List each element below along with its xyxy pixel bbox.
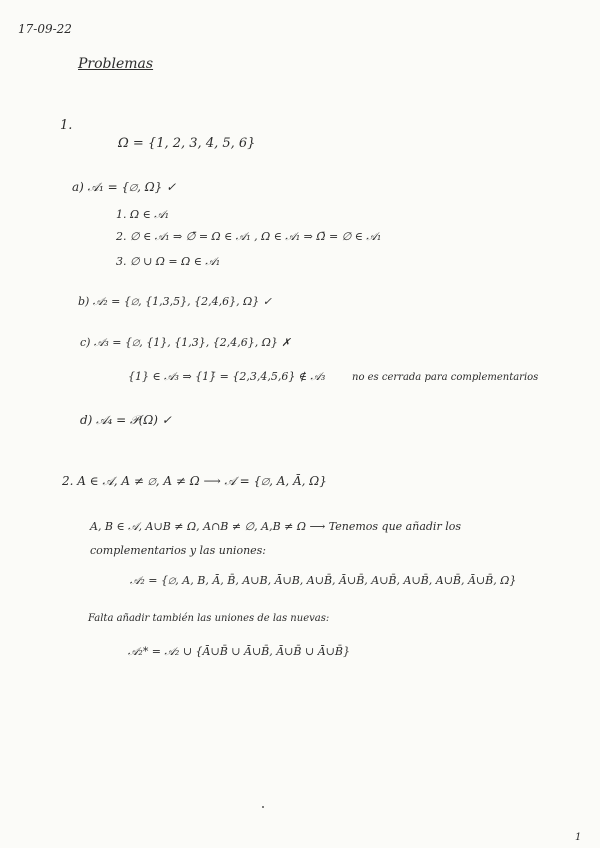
ink-dot	[262, 806, 264, 808]
part-a-item-2: 2. ∅ ∈ 𝒜₁ ⇒ ∅̄ = Ω ∈ 𝒜₁ , Ω ∈ 𝒜₁ ⇒ Ω̄ = ∅ ∈ 𝒜₁	[116, 230, 382, 243]
problem-2-text-1: A, B ∈ 𝒜, A∪B ≠ Ω, A∩B ≠ ∅, A,B ≠ Ω ⟶ Tenemos que añadir los	[90, 520, 461, 533]
page-title: Problemas	[78, 56, 154, 72]
problem-1-number: 1.	[60, 118, 73, 133]
problem-2-text-2: complementarios y las uniones:	[90, 544, 267, 557]
part-d: d) 𝒜₄ = 𝒫(Ω) ✓	[80, 413, 172, 427]
part-a: a) 𝒜₁ = {∅, Ω} ✓	[72, 180, 177, 194]
part-b: b) 𝒜₂ = {∅, {1,3,5}, {2,4,6}, Ω} ✓	[78, 295, 272, 308]
part-c-note: no es cerrada para complementarios	[352, 372, 539, 383]
problem-2-statement: 2. A ∈ 𝒜, A ≠ ∅, A ≠ Ω ⟶ 𝒜 = {∅, A, Ā, Ω}	[62, 474, 327, 488]
part-a-item-1: 1. Ω ∈ 𝒜₁	[116, 208, 170, 221]
problem-2-set: 𝒜₂ = {∅, A, B, Ā, B̄, A∪B, Ā∪B, A∪B̄, Ā∪B̄, A∪B̄, A∪B̄, A∪B̄, Ā∪B̄, Ω}	[130, 574, 517, 587]
problem-2-final: 𝒜₂* = 𝒜₂ ∪ {Ā∪B̄ ∪ Ā∪B̄, Ā∪B̄ ∪ Ā∪B̄}	[128, 645, 350, 658]
date: 17-09-22	[18, 22, 72, 36]
sample-space: Ω = {1, 2, 3, 4, 5, 6}	[118, 136, 256, 151]
part-a-item-3: 3. ∅ ∪ Ω = Ω ∈ 𝒜₁	[116, 255, 221, 268]
page-number: 1	[575, 832, 582, 843]
part-c-detail: {1} ∈ 𝒜₃ ⇒ {1}̄ = {2,3,4,5,6} ∉ 𝒜₃	[128, 370, 326, 383]
problem-2-text-3: Falta añadir también las uniones de las nuevas:	[88, 613, 330, 624]
part-c: c) 𝒜₃ = {∅, {1}, {1,3}, {2,4,6}, Ω} ✗	[80, 336, 291, 349]
